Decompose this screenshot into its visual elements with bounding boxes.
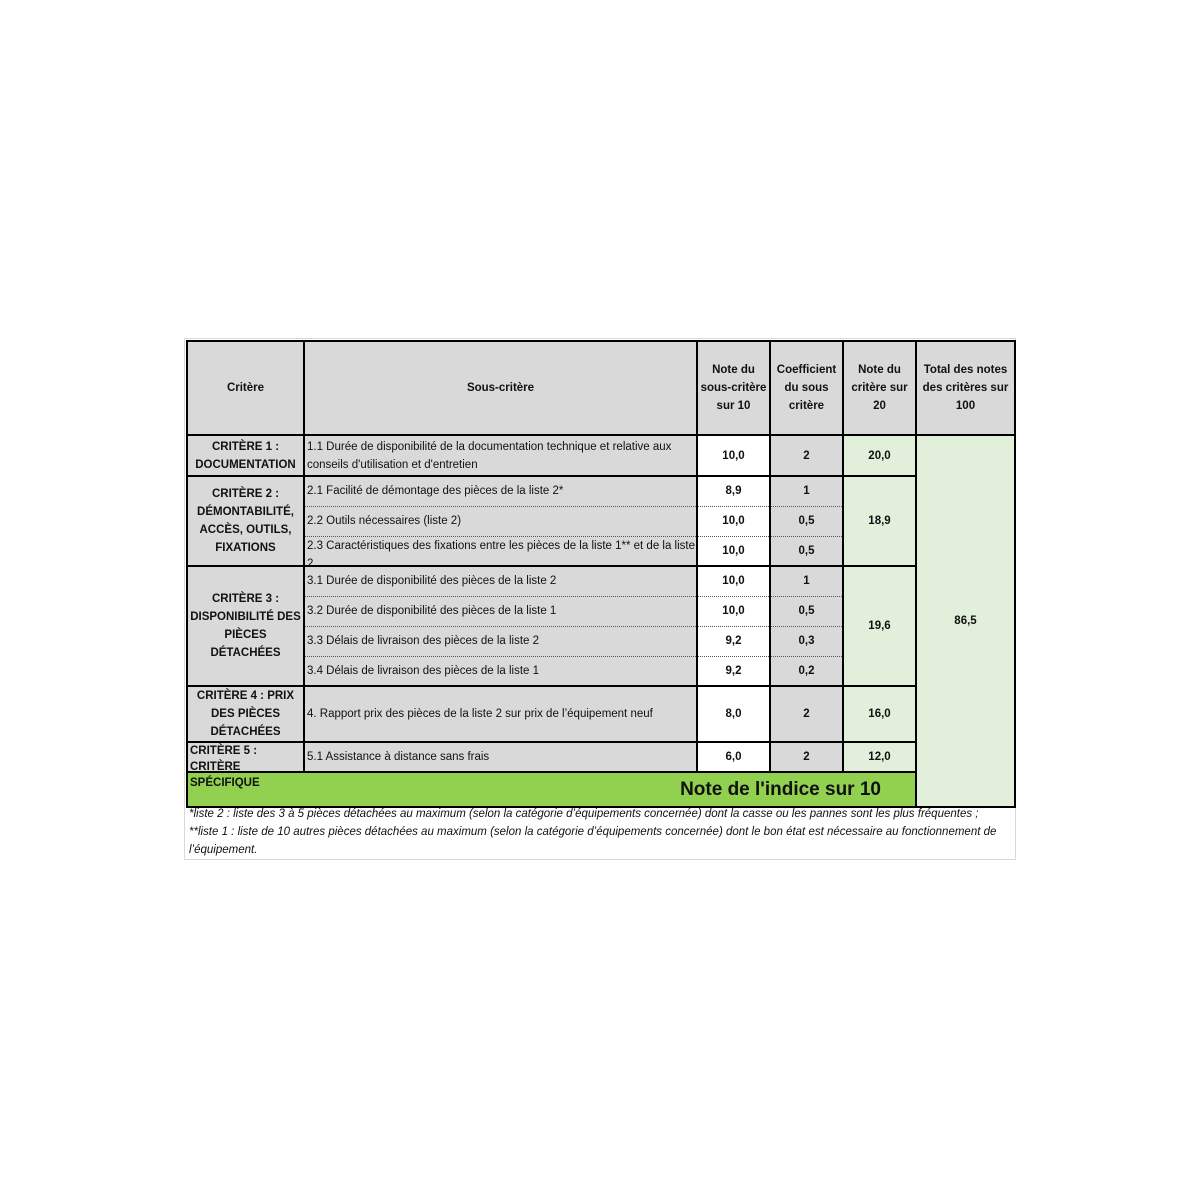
subcriterion-3-4: 3.4 Délais de livraison des pièces de la liste 1: [304, 656, 697, 686]
criterion-3-label: CRITÈRE 3 : DISPONIBILITÉ DES PIÈCES DÉTACHÉES: [187, 566, 304, 686]
header-coefficient: Coefficient du sous critère: [770, 341, 843, 435]
subcriterion-coef: 2: [770, 742, 843, 772]
subcriterion-coef: 0,2: [770, 656, 843, 686]
subcriterion-1-1: 1.1 Durée de disponibilité de la documentation technique et relative aux conseils d'utilisation et d'entretien: [304, 435, 697, 476]
table-row: [187, 686, 1015, 742]
subcriterion-5-1: 5.1 Assistance à distance sans frais: [304, 742, 697, 772]
criterion-5-text: CRITÈRE 5 : CRITÈRE SPÉCIFIQUE: [190, 745, 260, 789]
subcriterion-coef: 1: [770, 476, 843, 506]
subcriterion-note: 6,0: [697, 742, 770, 772]
table-header-row: [187, 341, 1015, 435]
header-note-sous-critere: Note du sous-critère sur 10: [697, 341, 770, 435]
footnotes: [189, 805, 1013, 859]
criterion-1-label: CRITÈRE 1 : DOCUMENTATION: [187, 435, 304, 476]
header-critere: Critère: [187, 341, 304, 435]
criterion-4-label: CRITÈRE 4 : PRIX DES PIÈCES DÉTACHÉES: [187, 686, 304, 742]
final-score-label: Note de l'indice sur 10: [187, 772, 916, 807]
criterion-1-score: 20,0: [843, 435, 916, 476]
final-score-row: [187, 772, 1015, 807]
subcriterion-coef: 0,5: [770, 506, 843, 536]
subcriterion-note: 9,2: [697, 656, 770, 686]
header-total: Total des notes des critères sur 100: [916, 341, 1015, 435]
subcriterion-coef: 2: [770, 686, 843, 742]
criterion-4-score: 16,0: [843, 686, 916, 742]
table-row: [187, 435, 1015, 476]
subcriterion-2-2: 2.2 Outils nécessaires (liste 2): [304, 506, 697, 536]
subcriterion-2-3: [304, 536, 697, 570]
footnote-liste-2: *liste 2 : liste des 3 à 5 pièces détachées au maximum (selon la catégorie d’équipements concernée) dont la casse ou les pannes sont les plus fréquentes ;: [189, 808, 979, 820]
subcriterion-3-3: 3.3 Délais de livraison des pièces de la liste 2: [304, 626, 697, 656]
repairability-index-sheet: [184, 338, 1016, 860]
subcriterion-note: 10,0: [697, 506, 770, 536]
subcriterion-note: 8,0: [697, 686, 770, 742]
subcriterion-coef: 0,5: [770, 536, 843, 566]
subcriterion-coef: 2: [770, 435, 843, 476]
subcriterion-note: 9,2: [697, 626, 770, 656]
criterion-2-score: 18,9: [843, 476, 916, 566]
criterion-5-label: [187, 742, 304, 789]
subcriterion-4: 4. Rapport prix des pièces de la liste 2 sur prix de l’équipement neuf: [304, 686, 697, 742]
subcriterion-2-3-text: 2.3 Caractéristiques des fixations entre les pièces de la liste 1** et de la liste 2: [307, 539, 696, 570]
subcriterion-note: 10,0: [697, 566, 770, 596]
subcriterion-coef: 0,3: [770, 626, 843, 656]
header-sous-critere: Sous-critère: [304, 341, 697, 435]
footnote-liste-1: **liste 1 : liste de 10 autres pièces détachées au maximum (selon la catégorie d’équipements concernée) dont le bon état est nécessaire au fonctionnement de l’équipement.: [189, 826, 997, 856]
subcriterion-coef: 0,5: [770, 596, 843, 626]
table-row: [187, 742, 1015, 772]
header-note-critere: Note du critère sur 20: [843, 341, 916, 435]
subcriterion-note: 10,0: [697, 596, 770, 626]
subcriterion-coef: 1: [770, 566, 843, 596]
subcriterion-note: 10,0: [697, 435, 770, 476]
subcriterion-3-1: 3.1 Durée de disponibilité des pièces de la liste 2: [304, 566, 697, 596]
criterion-5-score: 12,0: [843, 742, 916, 772]
repairability-table: [186, 340, 1016, 808]
subcriterion-note: 10,0: [697, 536, 770, 566]
subcriterion-note: 8,9: [697, 476, 770, 506]
subcriterion-2-1: 2.1 Facilité de démontage des pièces de la liste 2*: [304, 476, 697, 506]
table-row: [187, 476, 1015, 506]
criterion-3-score: 19,6: [843, 566, 916, 686]
subcriterion-3-2: 3.2 Durée de disponibilité des pièces de la liste 1: [304, 596, 697, 626]
total-score-100: 86,5: [916, 435, 1015, 807]
criterion-2-label: CRITÈRE 2 : DÉMONTABILITÉ, ACCÈS, OUTILS, FIXATIONS: [187, 476, 304, 566]
